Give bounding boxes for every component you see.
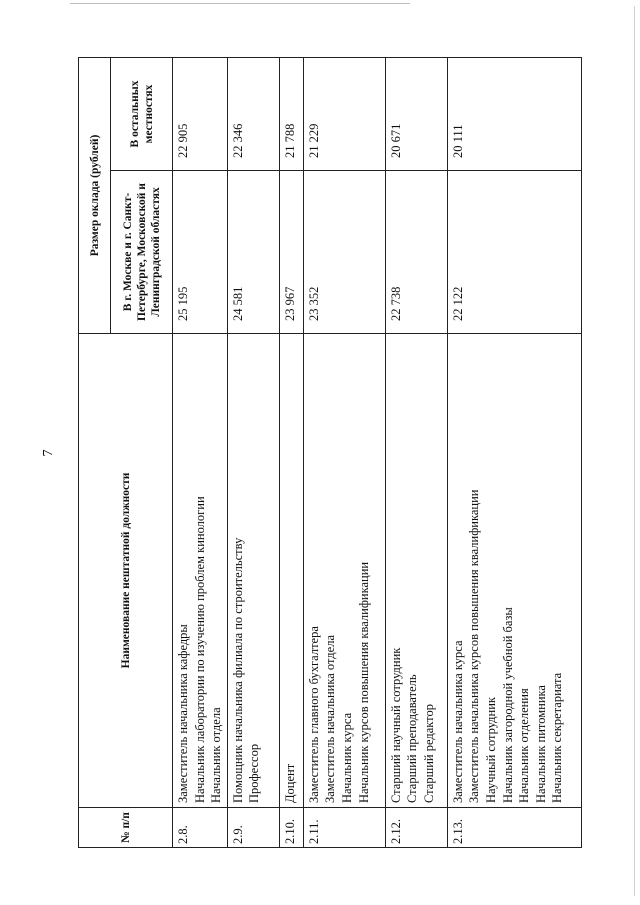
row-number: 2.8. — [173, 808, 228, 848]
position-name: Старший научный сотрудник — [388, 647, 403, 803]
salary-moscow: 25 195 — [173, 171, 228, 334]
table-row — [279, 57, 303, 847]
salary-other: 22 346 — [227, 57, 279, 170]
header-name: Наименование нештатной должности — [79, 334, 173, 808]
position-name: Заместитель начальника курса — [450, 640, 465, 803]
salary-moscow: 22 738 — [385, 171, 447, 334]
position-names — [173, 334, 228, 808]
scan-edge-line — [70, 3, 410, 4]
position-name: Научный сотрудник — [483, 697, 498, 803]
page-number: 7 — [41, 449, 56, 457]
position-names — [303, 334, 385, 808]
table-row — [447, 57, 581, 847]
header-other: В остальных местностях — [111, 57, 173, 170]
salary-other: 21 229 — [303, 57, 385, 170]
salary-moscow: 22 122 — [447, 171, 581, 334]
salary-other: 22 905 — [173, 57, 228, 170]
position-name: Заместитель главного бухгалтера — [306, 626, 321, 803]
salary-table — [78, 57, 582, 848]
position-name: Помощник начальника филиала по строительству — [230, 537, 245, 803]
position-name: Заместитель начальника кафедры — [176, 624, 190, 803]
position-names — [385, 334, 447, 808]
position-names — [227, 334, 279, 808]
salary-moscow: 23 352 — [303, 171, 385, 334]
rotated-document — [78, 58, 582, 848]
salary-other: 20 111 — [447, 57, 581, 170]
row-number: 2.11. — [303, 808, 385, 848]
row-number: 2.9. — [227, 808, 279, 848]
row-number: 2.12. — [385, 808, 447, 848]
table-row — [385, 57, 447, 847]
position-name: Начальник курса — [339, 712, 354, 803]
salary-other: 20 671 — [385, 57, 447, 170]
table-row — [303, 57, 385, 847]
salary-moscow: 24 581 — [227, 171, 279, 334]
row-number: 2.13. — [447, 808, 581, 848]
position-name: Начальник отделения — [517, 688, 532, 803]
position-name: Старший преподаватель — [405, 674, 420, 803]
position-name: Заместитель начальника курсов повышения квалификации — [467, 489, 482, 803]
position-name: Старший редактор — [421, 704, 436, 803]
table-row — [227, 57, 279, 847]
row-number: 2.10. — [279, 808, 303, 848]
position-names — [279, 334, 303, 808]
salary-moscow: 23 967 — [279, 171, 303, 334]
position-name: Начальник лаборатории по изучению проблем кинологии — [192, 496, 207, 803]
table-row — [173, 57, 228, 847]
position-name: Начальник секретариата — [550, 672, 565, 803]
position-name: Заместитель начальника отдела — [323, 635, 338, 803]
position-names — [447, 334, 581, 808]
position-name: Начальник отдела — [209, 707, 224, 803]
position-name: Начальник курсов повышения квалификации — [356, 561, 371, 803]
position-name: Начальник загородной учебной базы — [500, 607, 515, 803]
scan-edge-line-right — [634, 6, 635, 896]
salary-other: 21 788 — [279, 57, 303, 170]
position-name: Профессор — [247, 743, 262, 803]
position-name: Начальник питомника — [533, 685, 548, 803]
position-name: Доцент — [282, 763, 297, 803]
header-moscow: В г. Москве и г. Санкт-Петербурге, Московской и Ленинградской областях — [111, 171, 173, 334]
header-salary-group: Размер оклада (рублей) — [79, 57, 111, 333]
header-num: № п/п — [79, 808, 173, 848]
